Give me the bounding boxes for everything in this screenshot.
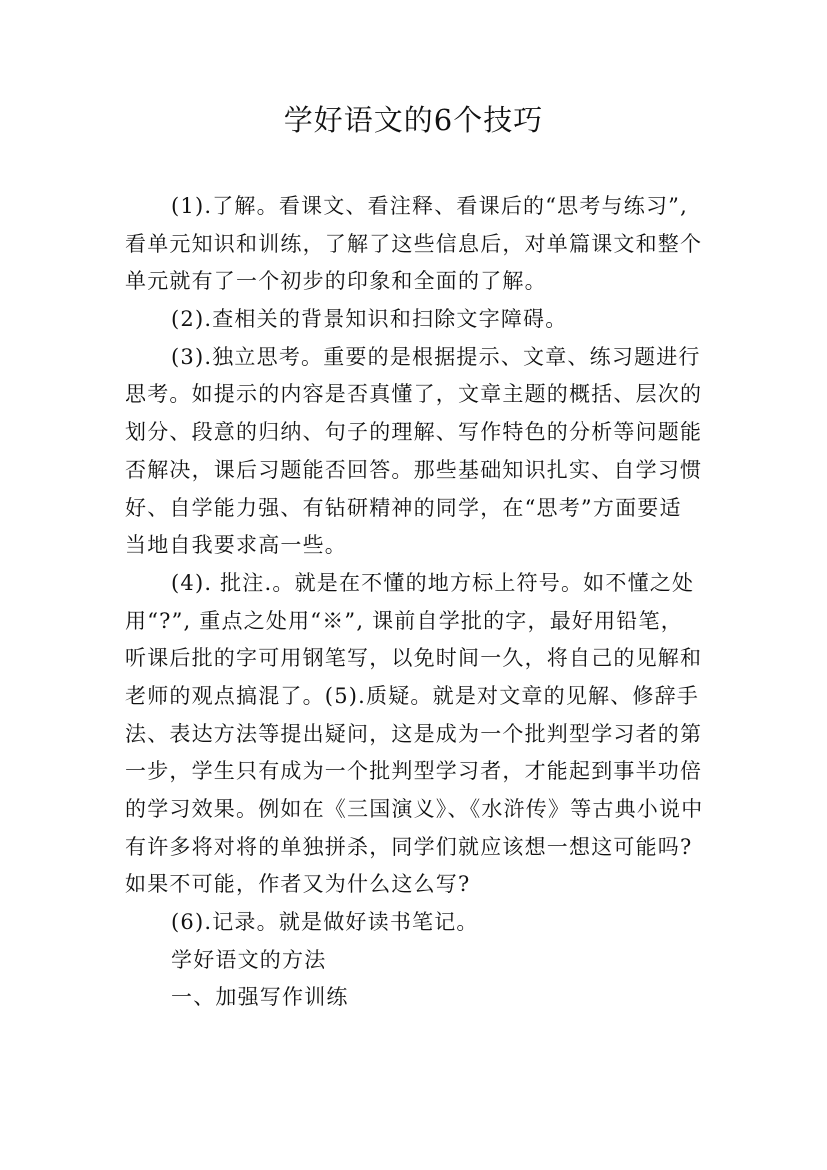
text-line: 的学习效果。例如在《三国演义》、《水浒传》等古典小说中: [125, 797, 704, 821]
text-line: 单元就有了一个初步的印象和全面的了解。: [125, 269, 547, 294]
text-line: 一步，学生只有成为一个批判型学习者，才能起到事半功倍: [125, 759, 703, 784]
text-line: 思考。如提示的内容是否真懂了，文章主题的概括、层次的: [125, 382, 703, 407]
text-line: 用“?”, 重点之处用“※”, 课前自学批的字，最好用铅笔，: [125, 608, 683, 633]
text-line: 老师的观点搞混了。(5).质疑。就是对文章的见解、修辞手: [125, 683, 700, 708]
text-line: 否解决，课后习题能否回答。那些基础知识扎实、自学习惯: [125, 457, 703, 482]
text-line: 法、表达方法等提出疑问，这是成为一个批判型学习者的第: [125, 721, 703, 746]
text-line: 看单元知识和训练，了解了这些信息后，对单篇课文和整个: [125, 231, 703, 256]
text-line: 好、自学能力强、有钻研精神的同学，在“思考”方面要适: [125, 495, 682, 520]
text-line: (6).记录。就是做好读书笔记。: [171, 910, 479, 935]
text-line: (1).了解。看课文、看注释、看课后的“思考与练习”,: [171, 194, 688, 218]
text-line: 一、加强写作训练: [171, 985, 349, 1010]
document-title: 学好语文的6个技巧: [283, 103, 544, 137]
text-line: (4). 批注.。就是在不懂的地方标上符号。如不懂之处: [171, 570, 695, 595]
document-body: [125, 188, 705, 1017]
text-line: 如果不可能，作者又为什么这么写?: [125, 872, 471, 897]
text-line: 划分、段意的归纳、句子的理解、写作特色的分析等问题能: [125, 420, 703, 445]
text-line: 听课后批的字可用钢笔写，以免时间一久，将自己的见解和: [125, 646, 703, 671]
text-line: (2).查相关的背景知识和扫除文字障碍。: [171, 307, 568, 332]
text-line: 有许多将对将的单独拼杀，同学们就应该想一想这可能吗?: [125, 834, 693, 859]
text-line: (3).独立思考。重要的是根据提示、文章、练习题进行: [171, 344, 701, 369]
text-line: 学好语文的方法: [171, 947, 327, 972]
text-line: 当地自我要求高一些。: [125, 533, 347, 558]
